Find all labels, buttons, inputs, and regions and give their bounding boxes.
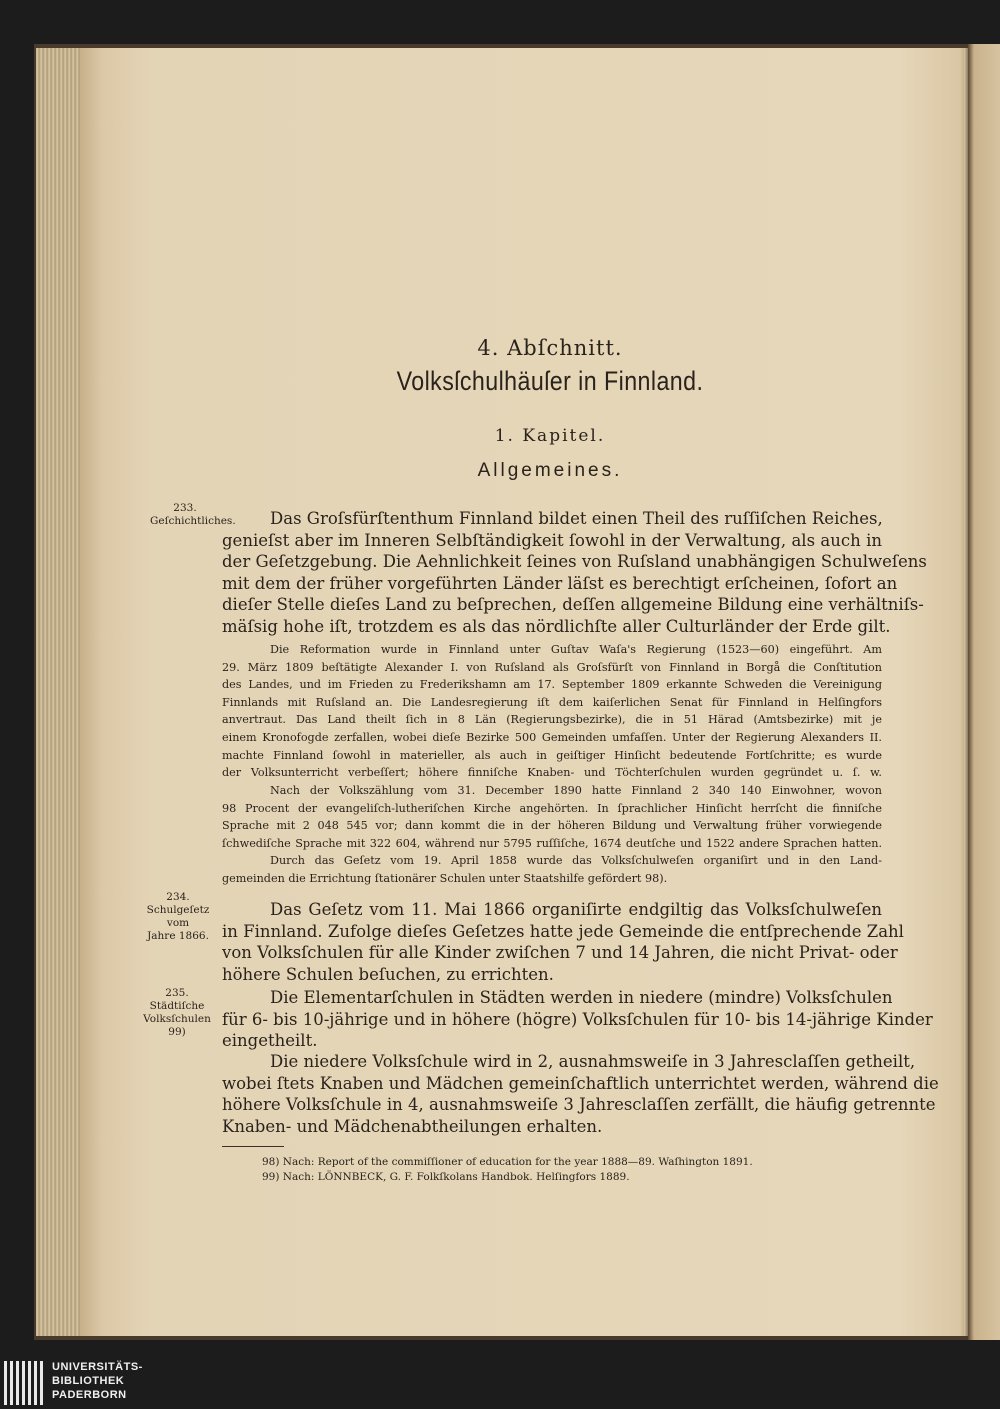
text-line: wobei ſtets Knaben und Mädchen gemeinſchaftlich unterrichtet werden, während die (222, 1073, 939, 1093)
text-line: 29. März 1809 beſtätigte Alexander I. von Ruſsland als Groſsfürſt von Finnland in Borgå die Conſtitution (222, 660, 882, 674)
text-line: Knaben- und Mädchenabtheilungen erhalten. (222, 1116, 603, 1136)
text-line: höhere Schulen beſuchen, zu errichten. (222, 964, 554, 984)
page-edges (36, 48, 84, 1336)
margin-note-line: Jahre 1866. (147, 930, 209, 942)
text-line: der Geſetzgebung. Die Aehnlichkeit ſeines von Ruſsland unabhängigen Schulweſens (222, 552, 927, 572)
text-line: Durch das Geſetz vom 19. April 1858 wurde das Volksſchulweſen organiſirt und in den Land- (270, 854, 882, 867)
footnote-rule (222, 1146, 284, 1147)
margin-note-line: Geſchichtliches. (150, 515, 236, 527)
smallprint-census (222, 782, 882, 852)
text-line: Das Geſetz vom 11. Mai 1866 organiſirte endgiltig das Volksſchulweſen (270, 900, 882, 919)
chapter-title: Allgemeines. (477, 460, 623, 481)
text-line: für 6- bis 10-jährige und in höhere (högre) Volksſchulen für 10- bis 14-jährige Kinder (222, 1009, 933, 1029)
text-line: machte Finnland ſowohl in materieller, als auch in geiſtiger Hinſicht bedeutende Fortſchritte; es wurde (222, 748, 882, 762)
section-number: 4. Abſchnitt. (477, 336, 623, 360)
margin-note-233 (150, 502, 236, 528)
text-line: Finnlands mit Ruſsland an. Die Landesregierung iſt dem kaiſerlichen Senat für Finnland in Helſingfors (222, 695, 882, 709)
text-line: der Volksunterricht verbeſſert; höhere finniſche Knaben- und Töchterſchulen wurden gegründet u. ſ. w. (222, 766, 882, 780)
logo-line: UNIVERSITÄTS- (52, 1361, 143, 1373)
logo-line: PADERBORN (52, 1389, 127, 1401)
section-title: Volksſchulhäuſer in Finnland. (396, 366, 704, 396)
library-logo-text (52, 1360, 143, 1402)
text-line: in Finnland. Zufolge dieſes Geſetzes hatte jede Gemeinde die entſprechende Zahl (222, 921, 904, 941)
text-line: des Landes, und im Frieden zu Frederikshamn am 17. September 1809 erkannte Schweden die Vereinigung (222, 678, 882, 692)
footnote-99: 99) Nach: LÖNNBECK, G. F. Folkſkolans Handbok. Helſingfors 1889. (262, 1171, 630, 1183)
text-line: eingetheilt. (222, 1031, 318, 1051)
text-line: Die Reformation wurde in Finnland unter Guſtav Waſa's Regierung (1523—60) eingeführt. Am (270, 643, 882, 656)
facing-page-edge (968, 44, 1000, 1340)
text-line: 98 Procent der evangeliſch-lutheriſchen Kirche angehörten. In ſprachlicher Hinſicht herrſcht die finniſche (222, 801, 882, 815)
margin-note-line: Städtiſche (149, 1000, 205, 1012)
paragraph-city-schools (222, 987, 933, 1052)
library-logo-icon (4, 1361, 46, 1405)
margin-note-235 (134, 987, 220, 1039)
text-line: Das Groſsfürſtenthum Finnland bildet einen Theil des ruſſiſchen Reiches, (270, 509, 883, 528)
text-line: Sprache mit 2 048 545 vor; dann kommt die in der höheren Bildung und Verwaltung früher vorwiegende (222, 819, 882, 833)
logo-line: BIBLIOTHEK (52, 1375, 125, 1387)
margin-note-line: vom (166, 917, 190, 929)
text-line: Die Elementarſchulen in Städten werden in niedere (mindre) Volksſchulen (270, 988, 893, 1007)
text-line: dieſer Stelle dieſes Land zu beſprechen, deſſen allgemeine Bildung eine verhältniſs- (222, 595, 924, 615)
margin-note-line: Schulgeſetz (146, 904, 210, 916)
text-line: ſchwediſche Sprache mit 322 604, während nur 5795 ruſſiſche, 1674 deutſche und 1522 andere Sprachen hatten. (222, 836, 882, 850)
text-line: genieſst aber im Inneren Selbſtändigkeit ſowohl in der Verwaltung, als auch in (222, 530, 882, 550)
margin-note-line: 234. (166, 891, 190, 903)
text-line: anvertraut. Das Land theilt ſich in 8 Län (Regierungsbezirke), die in 51 Härad (Amtsbezirke) mit je (222, 713, 882, 727)
chapter-number: 1. Kapitel. (494, 426, 606, 446)
text-line: einem Kronofogde zerfallen, wobei dieſe Bezirke 500 Gemeinden umfaſſen. Unter der Regierung Alexanders II. (222, 730, 882, 744)
smallprint-law-1858 (222, 852, 882, 887)
paragraph-law-1866 (222, 899, 904, 985)
paragraph-intro (222, 508, 927, 638)
smallprint-reformation (222, 641, 882, 782)
text-line: höhere Volksſchule in 4, ausnahmsweiſe 3 Jahresclaſſen zerfällt, die häufig getrennte (222, 1095, 936, 1115)
text-line: Die niedere Volksſchule wird in 2, ausnahmsweiſe in 3 Jahresclaſſen getheilt, (270, 1052, 916, 1071)
margin-note-line: Volksſchulen 99) (143, 1013, 211, 1038)
text-line: gemeinden die Errichtung ſtationärer Schulen unter Staatshilfe gefördert 98). (222, 871, 668, 885)
margin-note-line: 235. (165, 987, 189, 999)
margin-note-234 (138, 891, 218, 943)
text-line: Nach der Volkszählung vom 31. December 1890 hatte Finnland 2 340 140 Einwohner, wovon (270, 784, 882, 797)
footnote-98: 98) Nach: Report of the commiſſioner of education for the year 1888—89. Waſhington 1891. (262, 1156, 753, 1168)
margin-note-line: 233. (173, 502, 197, 514)
text-line: mit dem der früher vorgeführten Länder läſst es berechtigt erſcheinen, ſofort an (222, 573, 898, 593)
text-line: von Volksſchulen für alle Kinder zwiſchen 7 und 14 Jahren, die nicht Privat- oder (222, 943, 898, 963)
text-line: mäſsig hohe iſt, trotzdem es als das nördlichſte aller Culturländer der Erde gilt. (222, 616, 891, 636)
paragraph-lower-school (222, 1051, 939, 1137)
